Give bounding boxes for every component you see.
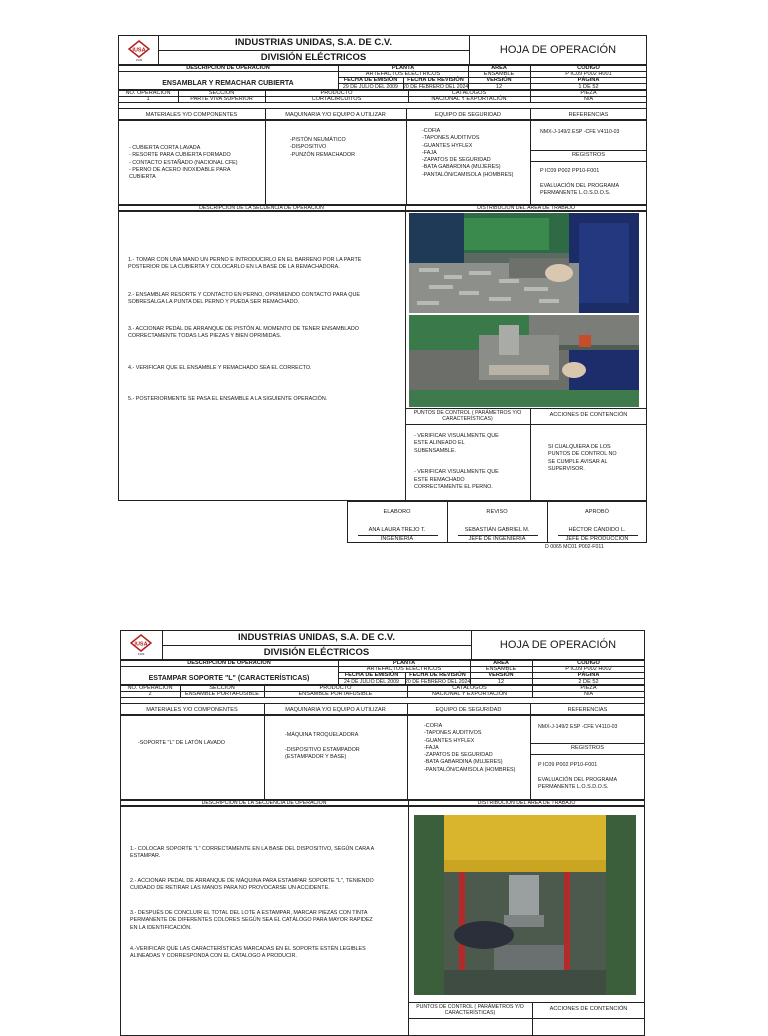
svg-text:IUSA: IUSA: [134, 641, 148, 648]
operation-name: ESTAMPAR SOPORTE "L" (CARACTERÍSTICAS): [148, 675, 310, 682]
svg-text:1939: 1939: [137, 652, 145, 656]
step-3: 3.- DESPUÉS DE CONCLUIR EL TOTAL DEL LOTE A ESTAMPAR, MARCAR PIEZAS CON TINTA PERMANENTE DE DIFERENTES COLORES SEGÚN SEA EL CATÁLOGO PARA MAYOR RAPIDEZ EN LA IDENTIFICACIÓN.: [130, 910, 373, 931]
step-1: 1.- COLOCAR SOPORTE "L" CORRECTAMENTE EN LA BASE DEL DISPOSITIVO, SEGÚN CARA A ESTAMPAR.: [130, 846, 375, 860]
records-list: P IC09 P002 PP10-F001 EVALUACIÓN DEL PROGRAMA PERMANENTE L.O.S.D.O.S.: [538, 762, 618, 790]
svg-text:1939: 1939: [135, 58, 143, 62]
company-name: INDUSTRIAS UNIDAS, S.A. DE C.V.: [235, 37, 392, 48]
division-name: DIVISIÓN ELÉCTRICOS: [260, 52, 367, 63]
operation-sheet-1: IUSA 1939 INDUSTRIAS UNIDAS, S.A. DE C.V. DIVISIÓN ELÉCTRICOS HOJA DE OPERACIÓN DESCRIPCIÓN DE OPERACIÓN PLANTA ÁREA CÓDIGO ENSAMBLAR Y REMACHAR CUBIERTA ARTEFACTOS ELÉCTRICOS ENSAMBLE P IC09 P002 H001 FECHA DE EMISIÓN FECHA DE REVISIÓN VERSIÓN PÁGINA 29 DE JULIO DEL 2009 20 DE FEBRERO DEL 2024 12 1 DE 52 NO. OPERACIÓN SECCIÓN PRODUCTO CATÁLOGOS PIEZA 1 PARTE VIVA SUPERIOR CORTACIRCUITOS NACIONAL Y EXPORTACIÓN N/A MATERIALES Y/O COMPONENTES MAQUINARIA Y/O EQUIPO A UTILIZAR EQUIPO DE SEGURIDAD REFERENCIAS - CUBIERTA CORTA LAVADA - RESORTE PARA CUBIERTA FORMADO - CONTACTO ESTAÑADO (NACIONAL CFE) - PERNO DE ACERO INOXIDABLE PARA CUBIERTA -PISTÓN NEUMÁTICO -DISPOSITIVO -PUNZÓN REMACHADOR -COFIA -TAPONES AUDITIVOS -GUANTES HYFLEX -FAJA -ZAPATOS DE SEGURIDAD -BATA GABARDINA (MUJERES) -PANTALÓN/CAMISOLA (HOMBRES) NMX-J-149/2 ESP -CFE V4110-03 REGISTROS P IC09 P002 PP10-F001 EVALUACIÓN DEL PROGRAMA PERMANENTE L.O.S.D.O.S. DESCRIPCIÓN DE LA SECUENCIA DE OPERACIÓN DISTRIBUCIÓN DEL ÁREA DE TRABAJO 1.- TOMAR CON UNA MANO UN PERNO E INTRODUCIRLO EN EL BARRENO POR LA PARTE POSTERIOR DE LA CUBIERTA Y COLOCARLO EN LA BASE DE LA REMACHADORA. 2.- ENSAMBLAR RESORTE Y CONTACTO EN PERNO, OPRIMIENDO CONTACTO PARA QUE SOBRESALGA LA PUNTA DEL PERNO Y PUEDA SER REMACHADO. 3.- ACCIONAR PEDAL DE ARRANQUE DE PISTÓN AL MOMENTO DE TENER ENSAMBLADO CORRECTAMENTE TODAS LAS PIEZAS Y BIEN OPRIMIDAS. 4.- VERIFICAR QUE EL ENSAMBLE Y REMACHADO SEA EL CORRECTO. 5.- POSTERIORMENTE SE PASA EL ENSAMBLE A LA SIGUIENTE OPERACIÓN. PUNTOS DE CONTROL ( PARÁMETROS Y/O CARACTERÍSTICAS) ACCIONES DE CONTENCIÓN - VERIFICAR VISUALMENTE QUE ESTE ALINEADO EL SUBENSAMBLE. - VERIFICAR VISUALMENTE QUE ESTE REMACHADO CORRECTAMENTE EL PERNO. SI CUALQUIERA DE LOS PUNTOS DE CONTROL NO SE CUMPLE AVISAR AL SUPERVISOR. ELABORO REVISO APROBÓ ANA LAURA TREJO T. SEBASTIÁN GABRIEL M. HÉCTOR CÁNDIDO L. INGENIERÍA JEFE DE INGENIERÍA JEFE DE PRODUCCIÓN D 0065 MC01 P002-F011: [118, 35, 648, 555]
footer-form-code: D 0065 MC01 P002-F011: [545, 544, 604, 550]
step-1: 1.- TOMAR CON UNA MANO UN PERNO E INTRODUCIRLO EN EL BARRENO POR LA PARTE POSTERIOR DE LA CUBIERTA Y COLOCARLO EN LA BASE DE LA REMACHADORA.: [128, 257, 362, 271]
work-area-photo: [414, 815, 636, 995]
step-3: 3.- ACCIONAR PEDAL DE ARRANQUE DE PISTÓN AL MOMENTO DE TENER ENSAMBLADO CORRECTAMENTE TODAS LAS PIEZAS Y BIEN OPRIMIDAS.: [128, 326, 359, 340]
step-4: 4.- VERIFICAR QUE EL ENSAMBLE Y REMACHADO SEA EL CORRECTO.: [128, 365, 312, 371]
step-2: 2.- ACCIONAR PEDAL DE ARRANQUE DE MÁQUINA PARA ESTAMPAR SOPORTE "L", TENIENDO CUIDADO DE RETIRAR LAS MANOS PARA NO PROVOCARSE UN ACCIDENTE.: [130, 878, 374, 892]
machinery-list: -PISTÓN NEUMÁTICO -DISPOSITIVO -PUNZÓN REMACHADOR: [290, 137, 355, 158]
operation-sheet-2: IUSA 1939 INDUSTRIAS UNIDAS, S.A. DE C.V. DIVISIÓN ELÉCTRICOS HOJA DE OPERACIÓN DESCRIPCIÓN DE OPERACIÓN PLANTA ÁREA CÓDIGO ESTAMPAR SOPORTE "L" (CARACTERÍSTICAS) ARTEFACTOS ELÉCTRICOS ENSAMBLE P IC09 P002 H002 FECHA DE EMISIÓN FECHA DE REVISIÓN VERSIÓN PÁGINA 24 DE JULIO DEL 2009 20 DE FEBRERO DEL 2024 12 2 DE 52 NO. OPERACIÓN SECCIÓN PRODUCTO CATÁLOGOS PIEZA 2 ENSAMBLE PORTAFUSIBLE ENSAMBLE PORTAFUSIBLE NACIONAL Y EXPORTACIÓN N/A MATERIALES Y/O COMPONENTES MAQUINARIA Y/O EQUIPO A UTILIZAR EQUIPO DE SEGURIDAD REFERENCIAS -SOPORTE "L" DE LATÓN LAVADO -MÁQUINA TROQUELADORA -DISPOSITIVO ESTAMPADOR (ESTAMPADOR Y BASE) -COFIA -TAPONES AUDITIVOS -GUANTES HYFLEX -FAJA -ZAPATOS DE SEGURIDAD -BATA GABARDINA (MUJERES) -PANTALÓN/CAMISOLA (HOMBRES) NMX-J-149/2 ESP -CFE V4110-03 REGISTROS P IC09 P002 PP10-F001 EVALUACIÓN DEL PROGRAMA PERMANENTE L.O.S.D.O.S. DESCRIPCIÓN DE LA SECUENCIA DE OPERACIÓN DISTRIBUCIÓN DEL ÁREA DE TRABAJO 1.- COLOCAR SOPORTE "L" CORRECTAMENTE EN LA BASE DEL DISPOSITIVO, SEGÚN CARA A ESTAMPAR. 2.- ACCIONAR PEDAL DE ARRANQUE DE MÁQUINA PARA ESTAMPAR SOPORTE "L", TENIENDO CUIDADO DE RETIRAR LAS MANOS PARA NO PROVOCARSE UN ACCIDENTE. 3.- DESPUÉS DE CONCLUIR EL TOTAL DEL LOTE A ESTAMPAR, MARCAR PIEZAS CON TINTA PERMANENTE DE DIFERENTES COLORES SEGÚN SEA EL CATÁLOGO PARA MAYOR RAPIDEZ EN LA IDENTIFICACIÓN. 4.-VERIFICAR QUE LAS CARACTERÍSTICAS MARCADAS EN EL SOPORTE ESTÉN LEGIBLES ALINEADAS Y CORRESPONDA CON EL CATALOGO A PRODUCIR. PUNTOS DE CONTROL ( PARÁMETROS Y/O CARACTERÍSTICAS) ACCIONES DE CONTENCIÓN: [120, 630, 646, 1024]
step-4: 4.-VERIFICAR QUE LAS CARACTERÍSTICAS MARCADAS EN EL SOPORTE ESTÉN LEGIBLES ALINEADAS Y CORRESPONDA CON EL CATALOGO A PRODUCIR.: [130, 946, 366, 960]
work-area-photo-top: [409, 213, 639, 313]
step-2: 2.- ENSAMBLAR RESORTE Y CONTACTO EN PERNO, OPRIMIENDO CONTACTO PARA QUE SOBRESALGA LA PUNTA DEL PERNO Y PUEDA SER REMACHADO.: [128, 292, 360, 306]
doc-title: HOJA DE OPERACIÓN: [499, 44, 617, 56]
machinery-list: -MÁQUINA TROQUELADORA -DISPOSITIVO ESTAMPADOR (ESTAMPADOR Y BASE): [285, 732, 360, 760]
containment-actions: SI CUALQUIERA DE LOS PUNTOS DE CONTROL NO SE CUMPLE AVISAR AL SUPERVISOR.: [548, 444, 617, 472]
control-points: - VERIFICAR VISUALMENTE QUE ESTE ALINEADO EL SUBENSAMBLE. - VERIFICAR VISUALMENTE QUE ESTE REMACHADO CORRECTAMENTE EL PERNO.: [414, 433, 499, 491]
svg-text:IUSA: IUSA: [132, 47, 146, 54]
company-logo: [128, 40, 150, 62]
materials-list: - CUBIERTA CORTA LAVADA - RESORTE PARA CUBIERTA FORMADO - CONTACTO ESTAÑADO (NACIONAL CFE) - PERNO DE ACERO INOXIDABLE PARA CUBIERTA: [129, 145, 238, 181]
doc-code: P IC09 P002 H001: [565, 71, 612, 77]
reference-standard: NMX-J-149/2 ESP -CFE V4110-03: [540, 129, 620, 135]
work-area-photo-bottom: [409, 315, 639, 407]
safety-equipment-list: -COFIA -TAPONES AUDITIVOS -GUANTES HYFLEX -FAJA -ZAPATOS DE SEGURIDAD -BATA GABARDINA (MUJERES) -PANTALÓN/CAMISOLA (HOMBRES): [422, 128, 514, 178]
safety-equipment-list: -COFIA -TAPONES AUDITIVOS -GUANTES HYFLEX -FAJA -ZAPATOS DE SEGURIDAD -BATA GABARDINA (MUJERES) -PANTALÓN/CAMISOLA (HOMBRES): [424, 723, 516, 773]
page-number: 1 DE 52: [578, 83, 599, 90]
materials-list: -SOPORTE "L" DE LATÓN LAVADO: [138, 740, 226, 746]
operation-name: ENSAMBLAR Y REMACHAR CUBIERTA: [162, 80, 294, 87]
company-logo: [130, 634, 152, 656]
step-5: 5.- POSTERIORMENTE SE PASA EL ENSAMBLE A LA SIGUIENTE OPERACIÓN.: [128, 396, 328, 402]
records-list: P IC09 P002 PP10-F001 EVALUACIÓN DEL PROGRAMA PERMANENTE L.O.S.D.O.S.: [540, 168, 620, 196]
